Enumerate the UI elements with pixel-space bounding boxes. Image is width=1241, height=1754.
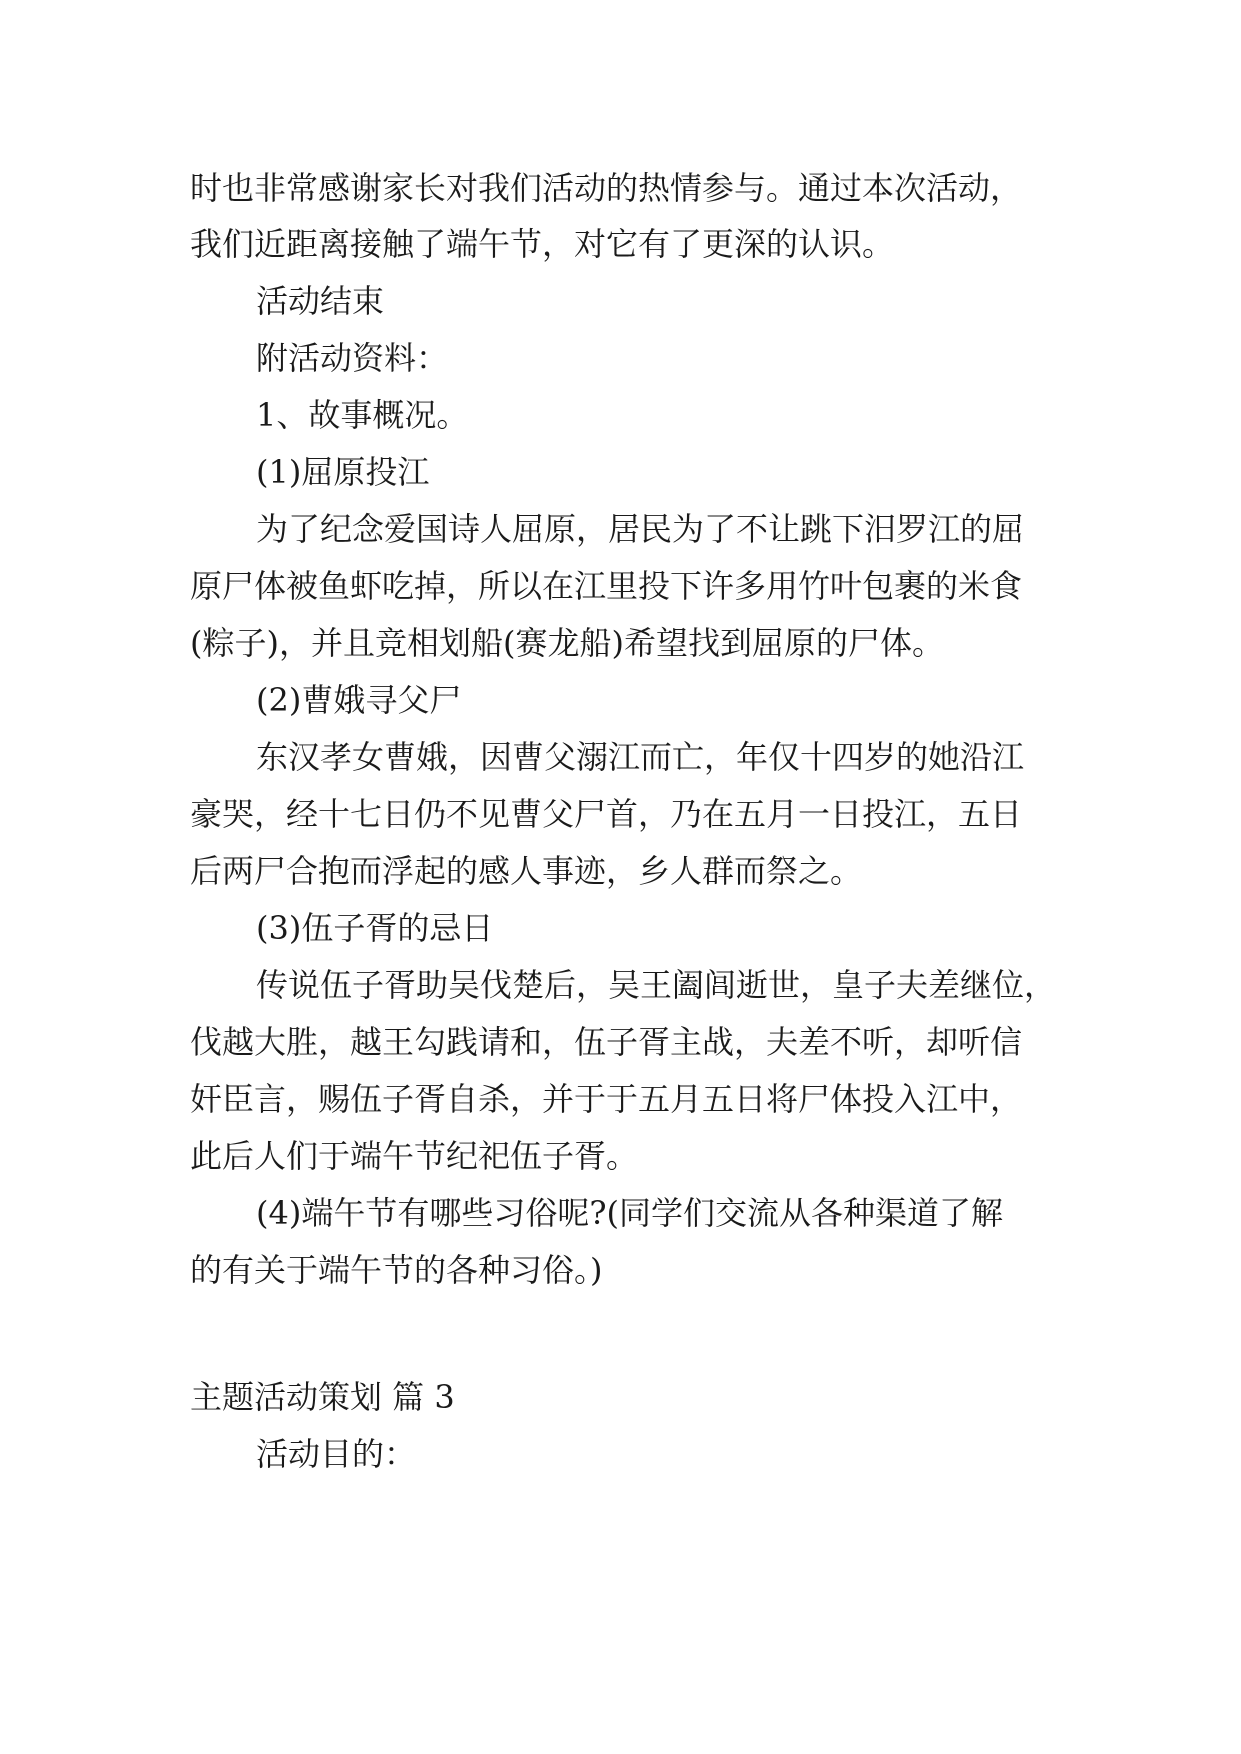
paragraph-line: 此后人们于端午节纪祀伍子胥。 — [190, 1137, 639, 1175]
paragraph-line: 后两尸合抱而浮起的感人事迹，乡人群而祭之。 — [190, 852, 863, 890]
section-label: 活动目的： — [256, 1435, 417, 1473]
section-label: 附活动资料： — [256, 339, 449, 377]
story-heading: (2)曹娥寻父尸 — [256, 681, 462, 719]
paragraph-line: 的有关于端午节的各种习俗。) — [190, 1251, 603, 1289]
section-label: 活动结束 — [256, 282, 385, 320]
paragraph-line: 奸臣言，赐伍子胥自杀，并于于五月五日将尸体投入江中， — [190, 1080, 1023, 1118]
paragraph-line: 豪哭，经十七日仍不见曹父尸首，乃在五月一日投江，五日 — [190, 795, 1023, 833]
paragraph-line: (4)端午节有哪些习俗呢?(同学们交流从各种渠道了解 — [256, 1194, 1003, 1232]
paragraph-line: 传说伍子胥助吴伐楚后，吴王阖闾逝世，皇子夫差继位， — [256, 966, 1057, 1004]
list-heading: 1、故事概况。 — [256, 396, 469, 434]
paragraph-line: 时也非常感谢家长对我们活动的热情参与。通过本次活动， — [190, 169, 1023, 207]
paragraph-line: 为了纪念爱国诗人屈原，居民为了不让跳下汨罗江的屈 — [256, 510, 1025, 548]
paragraph-line: (粽子)，并且竞相划船(赛龙船)希望找到屈原的尸体。 — [190, 624, 944, 662]
paragraph-line: 东汉孝女曹娥，因曹父溺江而亡，年仅十四岁的她沿江 — [256, 738, 1025, 776]
paragraph-line: 我们近距离接触了端午节，对它有了更深的认识。 — [190, 225, 895, 263]
story-heading: (3)伍子胥的忌日 — [256, 909, 494, 947]
paragraph-line: 伐越大胜，越王勾践请和，伍子胥主战，夫差不听，却听信 — [190, 1023, 1023, 1061]
section-title: 主题活动策划 篇 3 — [190, 1378, 455, 1416]
paragraph-line: 原尸体被鱼虾吃掉，所以在江里投下许多用竹叶包裹的米食 — [190, 567, 1023, 605]
story-heading: (1)屈原投江 — [256, 453, 430, 491]
